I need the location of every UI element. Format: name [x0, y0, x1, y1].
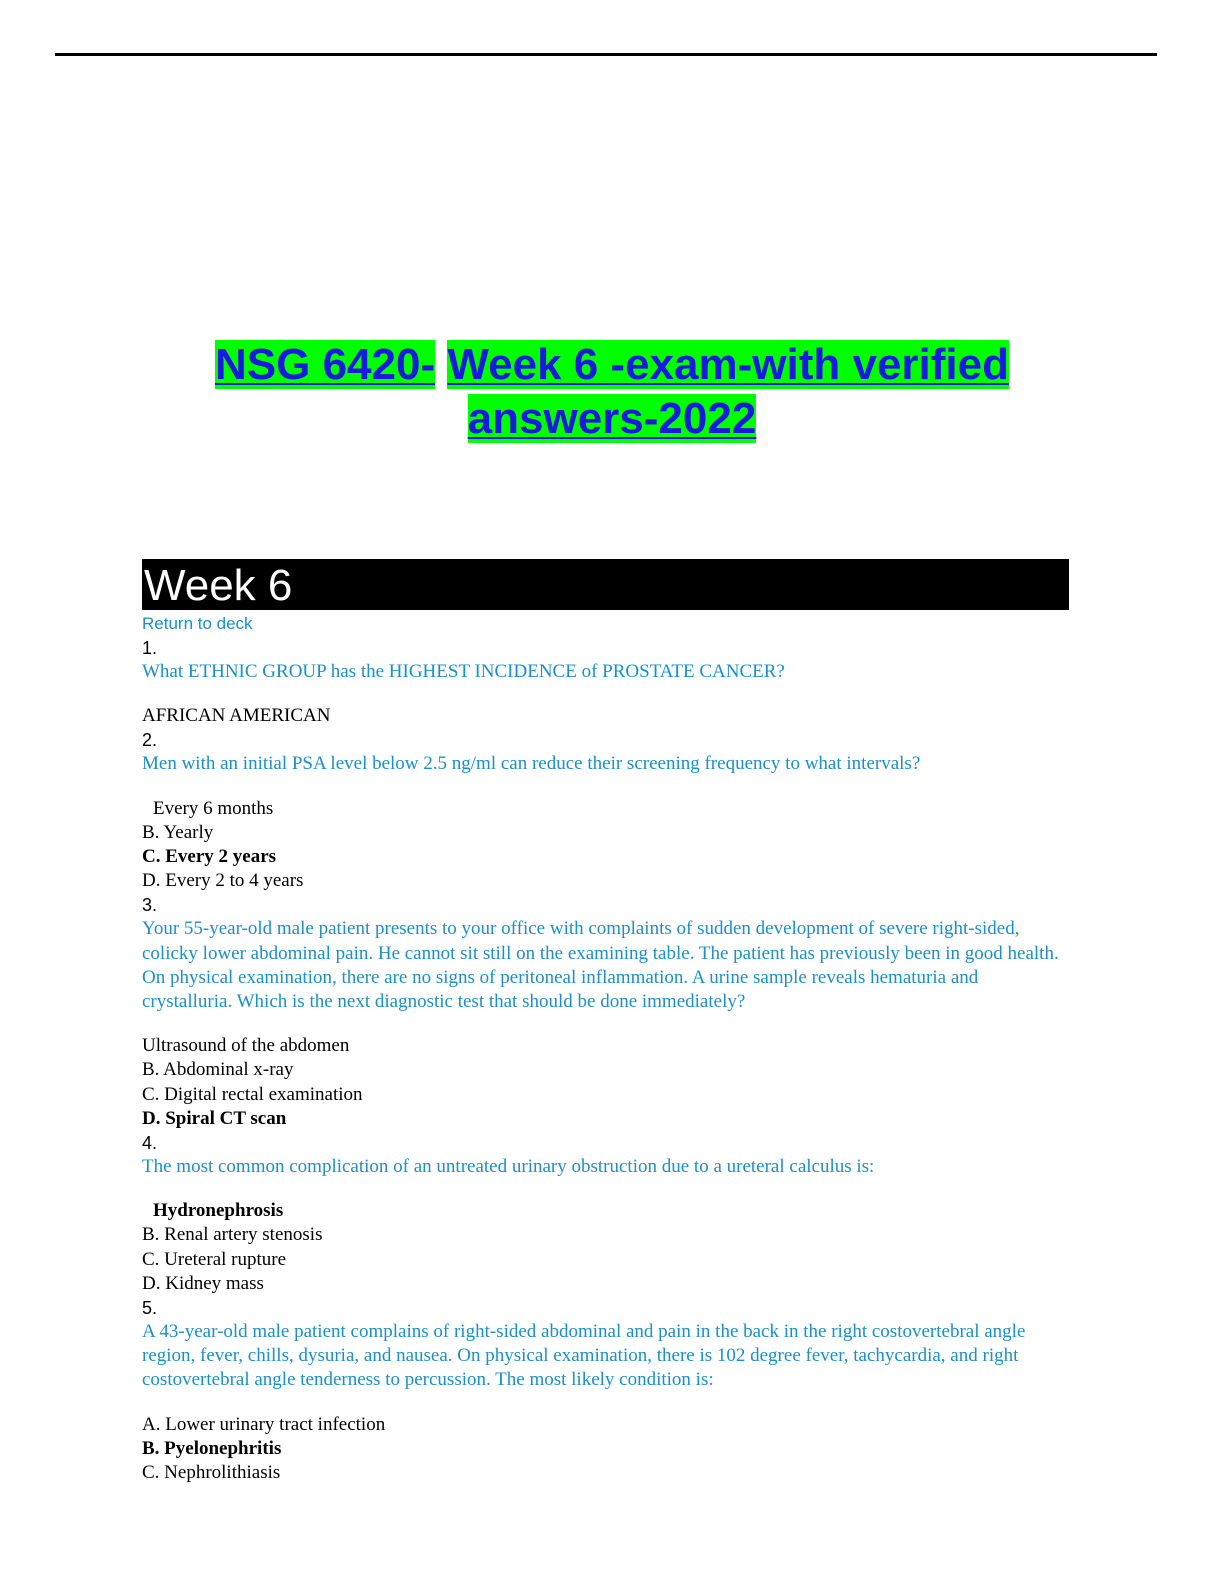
answer-option: Ultrasound of the abdomen: [142, 1035, 350, 1057]
question-block: [142, 728, 1072, 893]
question-block: [142, 893, 1072, 1131]
title-exam-year[interactable]: answers-2022: [467, 394, 757, 443]
title-exam-name[interactable]: Week 6 -exam-with verified: [447, 340, 1009, 389]
question-block: [142, 1131, 1072, 1296]
question-number: 3.: [142, 895, 158, 916]
question-block: [142, 1296, 1072, 1485]
question-number: 5.: [142, 1298, 158, 1319]
return-to-deck-link[interactable]: Return to deck: [142, 614, 253, 633]
answer-option: B. Renal artery stenosis: [142, 1224, 323, 1246]
answer-option: Every 6 months: [153, 797, 274, 819]
top-rule: [55, 53, 1157, 56]
correct-answer: C. Every 2 years: [142, 846, 277, 868]
title-course-code[interactable]: NSG 6420-: [215, 340, 436, 389]
flashcard-list: [142, 612, 1072, 1485]
week-banner: Week 6: [142, 559, 1069, 610]
document-title: [0, 338, 1224, 446]
question-text: Your 55-year-old male patient presents to your office with complaints of sudden development of severe right-sided, colicky lower abdominal pain. He cannot sit still on the examining table. The patient has previously been in good health. On physical examination, there are no signs of peritoneal inflammation. A urine sample reveals hematuria and crystalluria. Which is the next diagnostic test that should be done immediately?: [142, 918, 1059, 1013]
answer-option: B. Abdominal x-ray: [142, 1059, 294, 1081]
answer-option: C. Digital rectal examination: [142, 1083, 363, 1105]
correct-answer: D. Spiral CT scan: [142, 1107, 287, 1129]
question-text: The most common complication of an untreated urinary obstruction due to a ureteral calculus is:: [142, 1156, 875, 1178]
question-text: A 43-year-old male patient complains of right-sided abdominal and pain in the back in the right costovertebral angle region, fever, chills, dysuria, and nausea. On physical examination, there is 102 degree fever, tachycardia, and right costovertebral angle tenderness to percussion. The most likely condition is:: [142, 1321, 1026, 1391]
question-number: 1.: [142, 638, 158, 658]
answer-option: A. Lower urinary tract infection: [142, 1413, 386, 1435]
question-text: Men with an initial PSA level below 2.5 ng/ml can reduce their screening frequency to what intervals?: [142, 753, 921, 775]
question-number: 2.: [142, 730, 158, 751]
correct-answer: B. Pyelonephritis: [142, 1437, 282, 1459]
question-text: What ETHNIC GROUP has the HIGHEST INCIDENCE of PROSTATE CANCER?: [142, 661, 785, 682]
correct-answer: Hydronephrosis: [153, 1200, 284, 1222]
answer-option: D. Every 2 to 4 years: [142, 870, 304, 892]
answer-option: C. Nephrolithiasis: [142, 1462, 281, 1484]
question-block: [142, 636, 1072, 728]
question-list: [142, 636, 1072, 1485]
answer-option: AFRICAN AMERICAN: [142, 705, 331, 727]
answer-option: C. Ureteral rupture: [142, 1248, 287, 1270]
answer-option: B. Yearly: [142, 821, 214, 843]
answer-option: D. Kidney mass: [142, 1272, 264, 1294]
question-number: 4.: [142, 1133, 158, 1154]
